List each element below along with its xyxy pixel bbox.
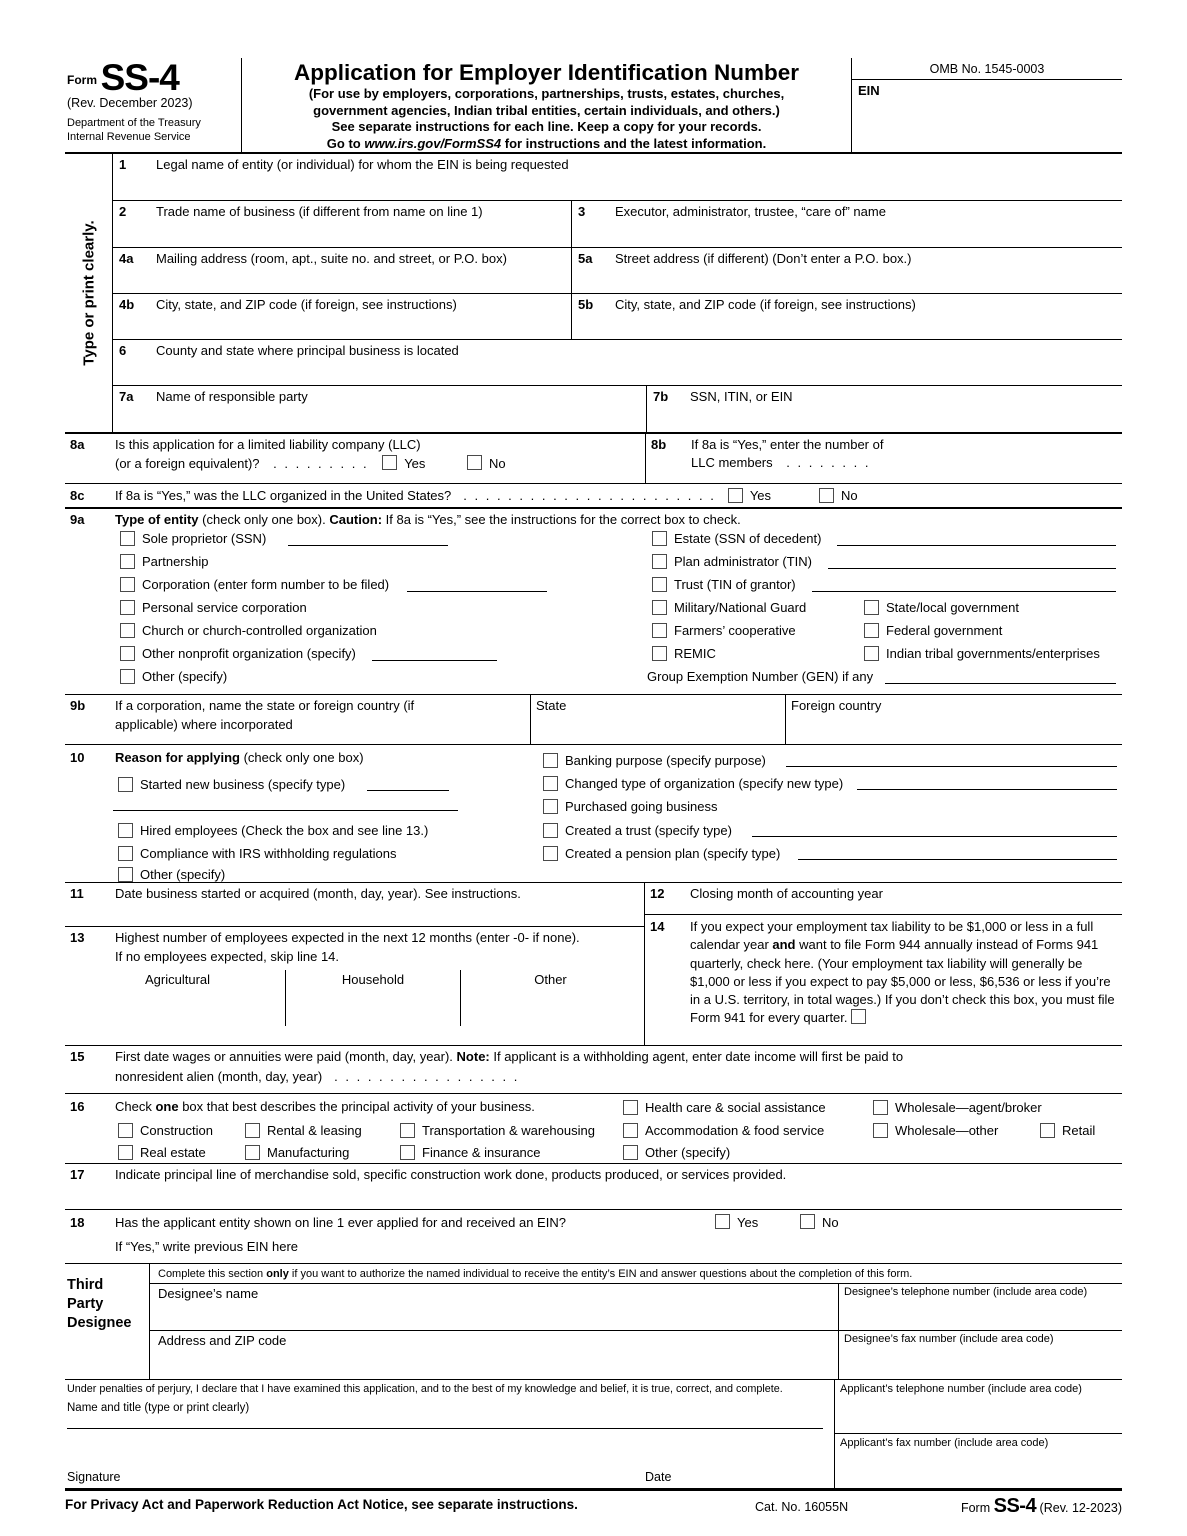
hired-employees-checkbox[interactable] — [118, 823, 133, 838]
activity-option: Finance & insurance — [400, 1142, 541, 1162]
field-designee-telephone[interactable]: Designee’s telephone number (include area code) — [838, 1284, 1122, 1330]
field-date-business-started[interactable]: 11 Date business started or acquired (month, day, year). See instructions. — [65, 883, 644, 927]
line8a-text2-row: (or a foreign equivalent)? . . . . . . . . . Yes No — [115, 456, 506, 471]
field-trade-name[interactable]: 2 Trade name of business (if different from name on line 1) — [113, 201, 571, 247]
activity-option: Wholesale—other — [873, 1120, 998, 1140]
line9a-columns — [70, 527, 1118, 688]
trust-checkbox[interactable] — [652, 577, 667, 592]
side-strip — [65, 154, 113, 432]
top-rows — [113, 154, 1122, 432]
subtitle-line3: See separate instructions for each line. Keep a copy for your records. — [331, 119, 762, 134]
reason-option: Banking purpose (specify purpose) — [543, 750, 1117, 770]
title-block — [242, 58, 851, 152]
line9b-cell: 9b If a corporation, name the state or foreign country (if applicable) where incorporated — [70, 698, 415, 732]
estate-ssn-line[interactable] — [837, 532, 1116, 546]
row-line7 — [113, 386, 1122, 432]
accommodation-checkbox[interactable] — [623, 1123, 638, 1138]
indian-tribal-checkbox[interactable] — [864, 646, 879, 661]
plan-admin-tin-line[interactable] — [828, 555, 1116, 569]
goto-line: Go to www.irs.gov/FormSS4 for instructions and the latest information. — [326, 135, 767, 151]
changed-org-type-checkbox[interactable] — [543, 776, 558, 791]
personal-service-corp-checkbox[interactable] — [120, 600, 135, 615]
reason-option: Changed type of organization (specify new type) — [543, 773, 1117, 793]
subtitle-line1: (For use by employers, corporations, partnerships, trusts, estates, churches, — [308, 86, 785, 101]
field-household[interactable]: Household — [285, 970, 460, 1026]
line4b-label: City, state, and ZIP code (if foreign, see instructions) — [156, 297, 457, 312]
irs-url: www.irs.gov/FormSS4 — [364, 135, 502, 151]
field-responsible-party[interactable]: 7a Name of responsible party — [113, 386, 646, 432]
military-checkbox[interactable] — [652, 600, 667, 615]
dept-irs: Internal Revenue Service — [67, 131, 191, 143]
line8b-text2-row: LLC members . . . . . . . . — [691, 455, 871, 470]
field-applicant-telephone[interactable]: Applicant’s telephone number (include area code) — [835, 1380, 1122, 1434]
row-line4a-5a — [113, 248, 1122, 294]
entity-option: Corporation (enter form number to be filed) — [120, 573, 652, 596]
activity-option: Retail — [1040, 1120, 1095, 1140]
line2-label: Trade name of business (if different from name on line 1) — [156, 204, 483, 219]
row-line9a — [65, 509, 1122, 695]
row-line8ab — [65, 434, 1122, 484]
line8b-cell[interactable]: 8b If 8a is “Yes,” enter the number of LLC members . . . . . . . . — [645, 434, 1122, 483]
ein-field[interactable] — [852, 80, 1122, 152]
partnership-checkbox[interactable] — [120, 554, 135, 569]
left-column-11-13 — [65, 883, 645, 1045]
sole-proprietor-checkbox[interactable] — [120, 531, 135, 546]
activity-option: Real estate — [118, 1142, 206, 1162]
line8a-cell: 8a Is this application for a limited liability company (LLC) (or a foreign equivalent)? . . . . . . . . . Yes No — [65, 434, 645, 483]
sole-proprietor-ssn-line[interactable] — [288, 532, 448, 546]
field-applicant-fax[interactable]: Applicant’s fax number (include area code) — [840, 1437, 1049, 1449]
line13-text2: If no employees expected, skip line 14. — [115, 949, 340, 964]
line15-text1: First date wages or annuities were paid (month, day, year). Note: If applicant is a withholding agent, enter date income will first be paid to — [115, 1049, 904, 1064]
activity-option: Construction — [118, 1120, 213, 1140]
activity-option: Accommodation & food service — [623, 1120, 824, 1140]
third-party-label: Third Party Designee — [65, 1264, 150, 1379]
line17-text: Indicate principal line of merchandise sold, specific construction work done, products produced, or services provided. — [115, 1167, 787, 1182]
ein-label: EIN — [858, 83, 880, 98]
entity-option: Partnership — [120, 550, 652, 573]
state-local-gov-checkbox[interactable] — [864, 600, 879, 615]
field-state[interactable] — [530, 695, 785, 744]
ein-yes-option: Yes — [715, 1214, 758, 1230]
form-header — [65, 58, 1122, 154]
entity-option: Trust (TIN of grantor) — [652, 573, 1116, 596]
field-agricultural[interactable]: Agricultural — [144, 972, 211, 987]
entity-option-pair: Farmers’ cooperative Federal government — [652, 619, 1116, 642]
nonprofit-checkbox[interactable] — [120, 646, 135, 661]
entity-option: Plan administrator (TIN) — [652, 550, 1116, 573]
field-designee-fax[interactable]: Designee’s fax number (include area code) — [838, 1331, 1122, 1379]
reason-option: Compliance with IRS withholding regulations — [118, 843, 397, 863]
subtitle-line2: government agencies, Indian tribal entities, certain individuals, and others.) — [313, 102, 780, 118]
line9a-header: 9a Type of entity (check only one box). Caution: If 8a is “Yes,” see the instructions for the correct box to check. — [70, 512, 741, 527]
field-principal-merchandise[interactable]: 17 Indicate principal line of merchandise sold, specific construction work done, products produced, or services provided. — [65, 1164, 1122, 1210]
foreign-country-label: Foreign country — [791, 698, 882, 713]
right-column-12-14 — [645, 883, 1122, 1045]
finance-insurance-checkbox[interactable] — [400, 1145, 415, 1160]
reason-option: Purchased going business — [543, 796, 718, 816]
corporation-form-line[interactable] — [407, 578, 547, 592]
health-care-checkbox[interactable] — [623, 1100, 638, 1115]
form-number-line — [67, 57, 235, 98]
entity-option-pair: Military/National Guard State/local government — [652, 596, 1116, 619]
field-foreign-country[interactable] — [785, 695, 1122, 744]
reason-option: Created a pension plan (specify type) — [543, 843, 1117, 863]
entity-option: Church or church-controlled organization — [120, 619, 652, 642]
field-executor[interactable]: 3 Executor, administrator, trustee, “care of” name — [571, 201, 1122, 247]
third-party-designee-section — [65, 1264, 1122, 1380]
gen-row — [647, 665, 1116, 688]
line9b-text2: applicable) where incorporated — [115, 717, 293, 732]
reason-option: Hired employees (Check the box and see line 13.) — [118, 820, 428, 840]
llc-us-no-checkbox[interactable] — [819, 488, 834, 503]
field-name-and-title[interactable]: Name and title (type or print clearly) — [67, 1402, 823, 1429]
entity-option: Other nonprofit organization (specify) — [120, 642, 652, 665]
new-business-type-line2[interactable] — [113, 797, 458, 811]
line10-header: Reason for applying (check only one box) — [115, 750, 364, 765]
corporation-checkbox[interactable] — [120, 577, 135, 592]
perjury-statement: Under penalties of perjury, I declare that I have examined this application, and to the best of my knowledge and belief, it is true, correct, and complete. — [67, 1383, 783, 1395]
field-date[interactable]: Date — [645, 1470, 672, 1484]
rows-11-14 — [65, 883, 1122, 1046]
line8b-text1: If 8a is “Yes,” enter the number of — [691, 437, 884, 452]
top-section — [65, 154, 1122, 434]
row-line2-3 — [113, 201, 1122, 248]
row-line15: 15 First date wages or annuities were paid (month, day, year). Note: If applicant is a withholding agent, enter date income will first be paid to nonresident alien (month, day, year) . . . . . . . . . . . . . . . . . — [65, 1046, 1122, 1094]
footer-form-id: Form SS-4 (Rev. 12-2023) — [960, 1495, 1122, 1517]
row-line1 — [113, 154, 1122, 201]
line4a-label: Mailing address (room, apt., suite no. and street, or P.O. box) — [156, 251, 507, 266]
construction-checkbox[interactable] — [118, 1123, 133, 1138]
retail-checkbox[interactable] — [1040, 1123, 1055, 1138]
created-pension-line[interactable] — [798, 846, 1117, 860]
entity-option: Estate (SSN of decedent) — [652, 527, 1116, 550]
activity-option: Manufacturing — [245, 1142, 349, 1162]
other-activity-checkbox[interactable] — [623, 1145, 638, 1160]
field-ssn-itin-ein[interactable]: 7b SSN, ITIN, or EIN — [646, 386, 1122, 432]
banking-purpose-line[interactable] — [786, 753, 1117, 767]
field-previous-ein[interactable]: If “Yes,” write previous EIN here — [115, 1239, 299, 1254]
line13-text1: Highest number of employees expected in the next 12 months (enter -0- if none). — [115, 930, 580, 945]
line5b-label: City, state, and ZIP code (if foreign, see instructions) — [615, 297, 916, 312]
real-estate-checkbox[interactable] — [118, 1145, 133, 1160]
gen-line[interactable] — [885, 670, 1116, 684]
row-line13: 13 Highest number of employees expected in the next 12 months (enter -0- if none). If no employees expected, skip line 14. Agricultural Household Other — [65, 927, 644, 1045]
line1-label: Legal name of entity (or individual) for whom the EIN is being requested — [156, 157, 569, 172]
row-line16: 16 Check one box that best describes the principal activity of your business. Health care & social assistance Wholesale—agent/broker Construction Rental & leasing Transportation & warehousing Accommodation & food service Wholesale—other Retail Real estate Manufacturing Finance & insurance Other (specify) — [65, 1094, 1122, 1164]
line11-text: Date business started or acquired (month, day, year). See instructions. — [115, 886, 521, 901]
state-label: State — [536, 698, 567, 713]
rental-leasing-checkbox[interactable] — [245, 1123, 260, 1138]
signature-section — [65, 1380, 1122, 1491]
wholesale-agent-checkbox[interactable] — [873, 1100, 888, 1115]
line14-text: If you expect your employment tax liability to be $1,000 or less in a full calendar year and want to file Form 944 annually instead of Forms 941 quarterly, check here. (Your employment tax liability will generally be $1,000 or less if you expect to pay $5,000 or less, $6,536 or less if you’re in a U.S. territory, in total wages.) If you don’t check this box, you must file Form 941 for every quarter. — [690, 919, 1115, 1026]
row-line18: 18 Has the applicant entity shown on line 1 ever applied for and received an EIN? Yes No If “Yes,” write previous EIN here — [65, 1210, 1122, 1264]
field-county-state[interactable]: 6 County and state where principal business is located — [113, 340, 1122, 385]
catalog-number: Cat. No. 16055N — [755, 1500, 849, 1514]
entity-right-column — [647, 527, 1118, 688]
form-number: SS-4 — [100, 57, 179, 98]
reason-option: Created a trust (specify type) — [543, 820, 1117, 840]
prior-ein-no-checkbox[interactable] — [800, 1214, 815, 1229]
type-or-print-label: Type or print clearly. — [80, 220, 97, 366]
other-entity-checkbox[interactable] — [120, 669, 135, 684]
gen-label: Group Exemption Number (GEN) if any — [647, 669, 874, 684]
transportation-checkbox[interactable] — [400, 1123, 415, 1138]
reason-option: Other (specify) — [118, 864, 225, 884]
page-title: Application for Employer Identification Number — [293, 60, 800, 85]
line15-text2: nonresident alien (month, day, year) . . . . . . . . . . . . . . . . . — [115, 1069, 520, 1084]
field-other-employees[interactable]: Other — [460, 970, 640, 1026]
purchased-business-checkbox[interactable] — [543, 799, 558, 814]
line16-header: Check one box that best describes the principal activity of your business. — [115, 1099, 535, 1114]
field-closing-month[interactable]: 12 Closing month of accounting year — [645, 883, 1122, 915]
entity-option: Other (specify) — [120, 665, 652, 688]
form-footer — [65, 1497, 1122, 1521]
row-line14: 14 If you expect your employment tax liability to be $1,000 or less in a full calendar year and want to file Form 944 annually instead of Forms 941 quarterly, check here. (Your employment tax liability will generally be $1,000 or less if you expect to pay $5,000 or less, $6,536 or less if you’re in a U.S. territory, in total wages.) If you don’t check this box, you must file Form 941 for every quarter. — [645, 915, 1122, 1028]
line3-label: Executor, administrator, trustee, “care of” name — [615, 204, 886, 219]
changed-org-type-line[interactable] — [857, 776, 1117, 790]
line5a-label: Street address (if different) (Don’t enter a P.O. box.) — [615, 251, 912, 266]
created-trust-line[interactable] — [752, 823, 1117, 837]
form-revision: (Rev. December 2023) — [67, 96, 193, 110]
activity-option: Other (specify) — [623, 1142, 730, 1162]
entity-option: Personal service corporation — [120, 596, 652, 619]
llc-no-checkbox[interactable] — [467, 455, 482, 470]
manufacturing-checkbox[interactable] — [245, 1145, 260, 1160]
ein-no-option: No — [800, 1214, 839, 1230]
started-new-business-checkbox[interactable] — [118, 777, 133, 792]
line8b-text2: LLC members — [691, 455, 773, 470]
field-street-address[interactable]: 5a Street address (if different) (Don’t enter a P.O. box.) — [571, 248, 1122, 293]
form-word: Form — [67, 73, 97, 87]
field-city-state-zip-2[interactable]: 5b City, state, and ZIP code (if foreign, see instructions) — [571, 294, 1122, 339]
privacy-act-notice: For Privacy Act and Paperwork Reduction Act Notice, see separate instructions. — [65, 1497, 578, 1512]
plan-administrator-checkbox[interactable] — [652, 554, 667, 569]
activity-option: Rental & leasing — [245, 1120, 362, 1140]
omb-number: OMB No. 1545-0003 — [852, 58, 1122, 80]
line9b-text1: If a corporation, name the state or foreign country (if — [115, 698, 415, 713]
nonprofit-specify-line[interactable] — [372, 647, 497, 661]
form944-checkbox[interactable] — [851, 1009, 866, 1024]
banking-purpose-checkbox[interactable] — [543, 753, 558, 768]
compliance-irs-checkbox[interactable] — [118, 846, 133, 861]
row-line4b-5b — [113, 294, 1122, 340]
line18-text: Has the applicant entity shown on line 1 ever applied for and received an EIN? — [115, 1215, 566, 1230]
line8a-text2: (or a foreign equivalent)? — [115, 456, 260, 471]
line7b-label: SSN, ITIN, or EIN — [690, 389, 793, 404]
field-legal-name[interactable]: 1 Legal name of entity (or individual) for whom the EIN is being requested — [113, 154, 1122, 200]
activity-option: Wholesale—agent/broker — [873, 1097, 1042, 1117]
field-designee-name[interactable]: Designee’s name — [158, 1286, 259, 1301]
created-pension-plan-checkbox[interactable] — [543, 846, 558, 861]
line8c-text: If 8a is “Yes,” was the LLC organized in the United States? — [115, 488, 452, 503]
row-line9b — [65, 695, 1122, 745]
other-reason-checkbox[interactable] — [118, 867, 133, 882]
activity-option: Transportation & warehousing — [400, 1120, 595, 1140]
new-business-type-line[interactable] — [367, 777, 449, 791]
federal-gov-checkbox[interactable] — [864, 623, 879, 638]
field-signature[interactable]: Signature — [67, 1470, 121, 1484]
form-sheet — [65, 58, 1122, 1521]
activity-option: Health care & social assistance — [623, 1097, 826, 1117]
entity-option: Sole proprietor (SSN) — [120, 527, 652, 550]
field-city-state-zip[interactable]: 4b City, state, and ZIP code (if foreign, see instructions) — [113, 294, 571, 339]
llc-yes-checkbox[interactable] — [382, 455, 397, 470]
dept-treasury: Department of the Treasury — [67, 117, 201, 129]
line8a-text1: Is this application for a limited liability company (LLC) — [115, 437, 421, 452]
third-party-note: Complete this section only if you want to authorize the named individual to receive the entity’s EIN and answer questions about the completion of this form. — [150, 1264, 1122, 1284]
row-line8c: 8c If 8a is “Yes,” was the LLC organized in the United States? . . . . . . . . . . . . . . . . . . . . . . . Yes No — [65, 484, 1122, 509]
row-line10: 10 Reason for applying (check only one box) Started new business (specify type) Hired employees (Check the box and see line 13.) Compliance with IRS withholding regulations Other (specify) Banking purpose (specify purpose) Changed type of organization (specify new type) Purchased going business Created a trust (specify type) Created a pension plan (specify type) — [65, 745, 1122, 883]
reason-option: Started new business (specify type) — [118, 774, 449, 794]
entity-left-column — [120, 527, 652, 688]
trust-tin-line[interactable] — [812, 578, 1116, 592]
field-designee-address[interactable]: Address and ZIP code — [158, 1333, 287, 1348]
field-mailing-address[interactable]: 4a Mailing address (room, apt., suite no. and street, or P.O. box) — [113, 248, 571, 293]
llc-us-yes-checkbox[interactable] — [728, 488, 743, 503]
church-checkbox[interactable] — [120, 623, 135, 638]
prior-ein-yes-checkbox[interactable] — [715, 1214, 730, 1229]
line7a-label: Name of responsible party — [156, 389, 308, 404]
created-trust-checkbox[interactable] — [543, 823, 558, 838]
entity-option-pair: REMIC Indian tribal governments/enterprises — [652, 642, 1116, 665]
form-id-block — [65, 58, 242, 152]
remic-checkbox[interactable] — [652, 646, 667, 661]
omb-ein-block — [851, 58, 1122, 152]
line12-text: Closing month of accounting year — [690, 886, 883, 901]
row-line6 — [113, 340, 1122, 386]
line6-label: County and state where principal business is located — [156, 343, 459, 358]
wholesale-other-checkbox[interactable] — [873, 1123, 888, 1138]
farmers-coop-checkbox[interactable] — [652, 623, 667, 638]
employee-columns — [70, 970, 640, 1026]
estate-checkbox[interactable] — [652, 531, 667, 546]
